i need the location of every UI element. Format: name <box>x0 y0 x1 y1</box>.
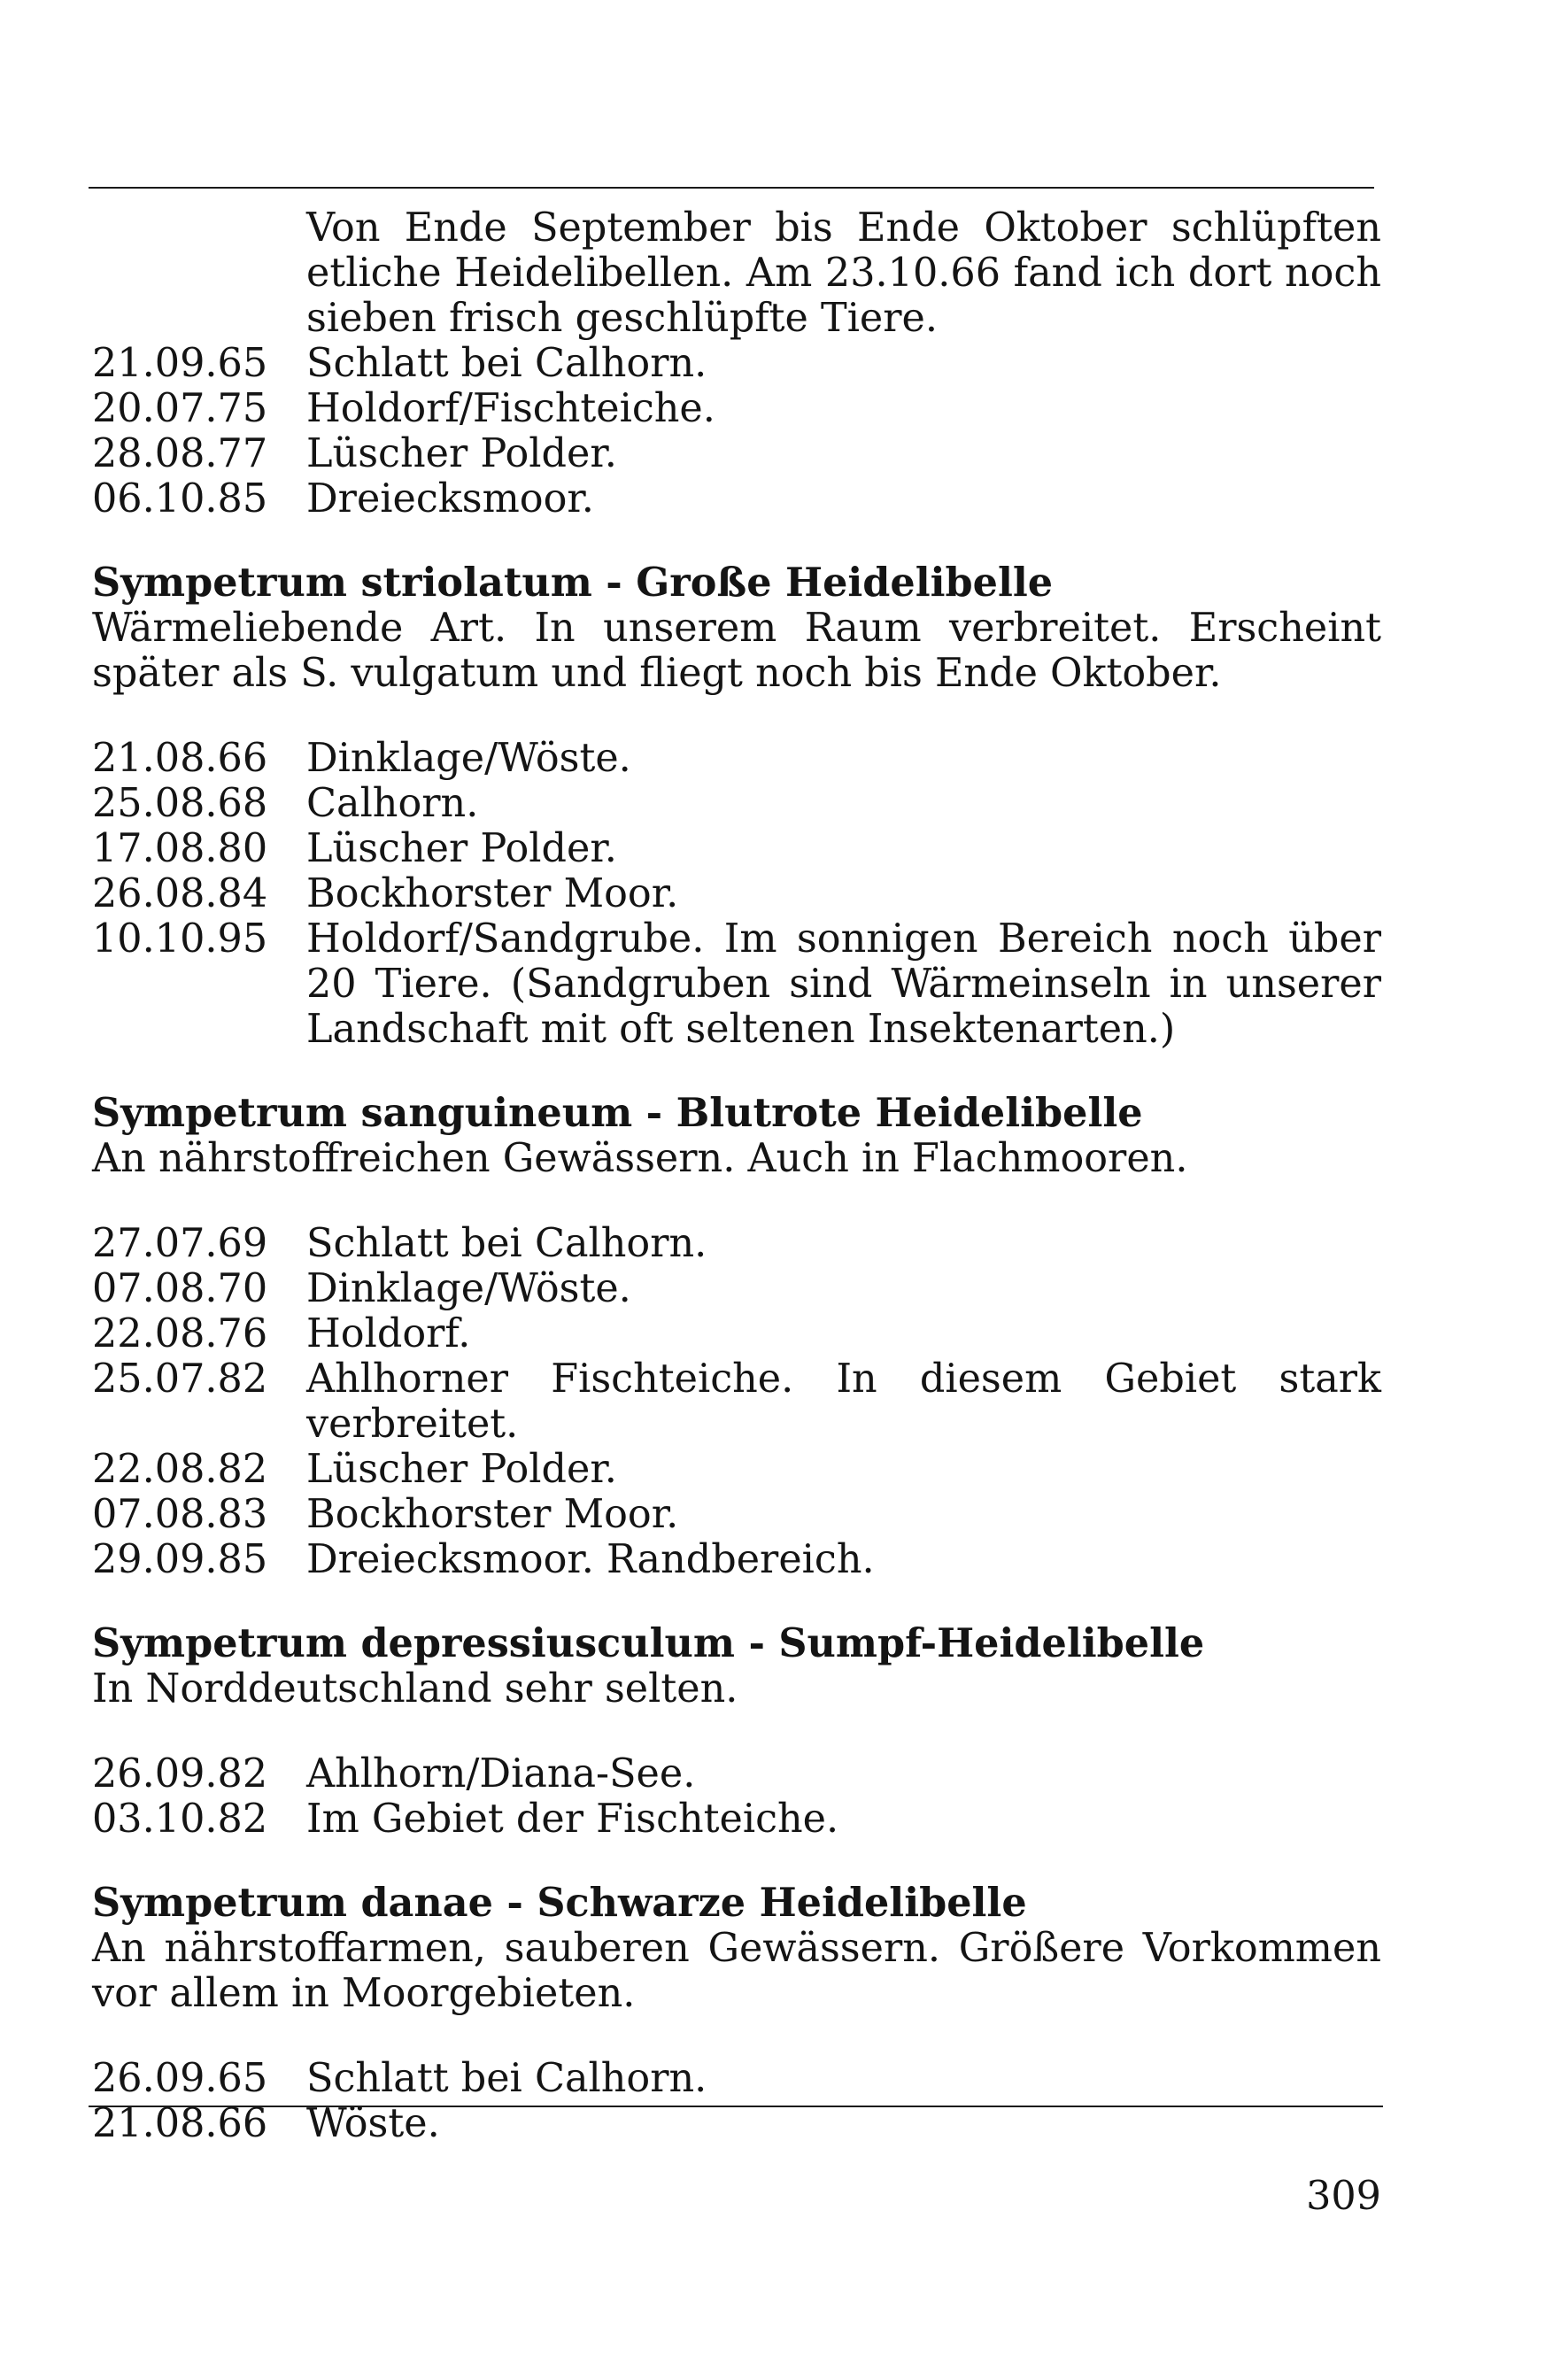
species-section-striolatum <box>92 560 1381 1052</box>
bottom-rule <box>89 2106 1383 2107</box>
record-row <box>92 431 1381 476</box>
record-date: 21.09.65 <box>92 341 268 386</box>
records-list <box>92 736 1381 1052</box>
record-text: Holdorf/Fischteiche. <box>306 386 715 431</box>
record-row <box>92 341 1381 386</box>
record-row <box>92 2101 1381 2146</box>
species-description: An nährstoffreichen Gewässern. Auch in Flachmooren. <box>92 1136 1188 1181</box>
record-row <box>92 916 1381 1052</box>
heading-separator: - <box>591 560 637 606</box>
record-row <box>92 476 1381 522</box>
record-date: 25.07.82 <box>92 1356 268 1402</box>
record-text: Dinklage/Wöste. <box>306 1266 631 1311</box>
record-text: Von Ende September bis Ende Oktober schlüpften etliche Heidelibellen. Am 23.10.66 fand ich dort noch sieben frisch geschlüpfte Tiere. <box>306 205 1381 341</box>
species-common-name: Schwarze Heidelibelle <box>537 1880 1027 1926</box>
species-scientific-name: Sympetrum striolatum <box>92 560 592 606</box>
records-list <box>92 1751 1381 1842</box>
record-row <box>92 871 1381 916</box>
page-number: 309 <box>1306 2174 1381 2219</box>
species-scientific-name: Sympetrum danae <box>92 1880 493 1926</box>
species-common-name: Blutrote Heidelibelle <box>676 1090 1143 1136</box>
species-heading <box>92 1621 1381 1666</box>
record-date: 25.08.68 <box>92 781 268 826</box>
record-row <box>92 1751 1381 1797</box>
page-body <box>92 205 1381 2146</box>
species-heading <box>92 560 1381 606</box>
species-section-depressiusculum <box>92 1621 1381 1842</box>
heading-separator: - <box>632 1090 676 1136</box>
record-row <box>92 1311 1381 1356</box>
record-row <box>92 1266 1381 1311</box>
record-row <box>92 1492 1381 1537</box>
record-text: Dreiecksmoor. Randbereich. <box>306 1537 875 1582</box>
records-list <box>92 2056 1381 2146</box>
record-date: 27.07.69 <box>92 1221 268 1266</box>
species-common-name: Sumpf-Heidelibelle <box>778 1620 1205 1666</box>
record-text: Schlatt bei Calhorn. <box>306 2056 707 2101</box>
species-section-sanguineum <box>92 1091 1381 1582</box>
record-row <box>92 736 1381 781</box>
record-row <box>92 205 1381 341</box>
record-text: Bockhorster Moor. <box>306 871 679 916</box>
species-heading <box>92 1881 1381 1926</box>
record-date: 20.07.75 <box>92 386 268 431</box>
record-text: Ahlhorner Fischteiche. In diesem Gebiet stark verbreitet. <box>306 1356 1381 1447</box>
record-row <box>92 1537 1381 1582</box>
record-text: Im Gebiet der Fischteiche. <box>306 1797 839 1842</box>
record-text: Dreiecksmoor. <box>306 476 594 522</box>
record-text: Bockhorster Moor. <box>306 1492 679 1537</box>
record-date: 26.08.84 <box>92 871 268 916</box>
record-row <box>92 1221 1381 1266</box>
record-date: 17.08.80 <box>92 826 268 871</box>
record-text: Wöste. <box>306 2101 440 2146</box>
record-date: 26.09.65 <box>92 2056 268 2101</box>
record-text: Calhorn. <box>306 781 479 826</box>
continuation-block <box>92 205 1381 522</box>
record-text: Lüscher Polder. <box>306 826 617 871</box>
record-date: 06.10.85 <box>92 476 268 522</box>
heading-separator: - <box>734 1620 779 1666</box>
record-text: Holdorf. <box>306 1311 471 1356</box>
record-date: 03.10.82 <box>92 1797 268 1842</box>
record-text: Lüscher Polder. <box>306 431 617 476</box>
record-text: Dinklage/Wöste. <box>306 736 631 781</box>
heading-separator: - <box>492 1880 537 1926</box>
species-description: In Norddeutschland sehr selten. <box>92 1666 738 1712</box>
record-text: Schlatt bei Calhorn. <box>306 341 707 386</box>
record-row <box>92 1797 1381 1842</box>
species-scientific-name: Sympetrum sanguineum <box>92 1090 633 1136</box>
record-text: Schlatt bei Calhorn. <box>306 1221 707 1266</box>
record-row <box>92 1356 1381 1447</box>
record-date: 21.08.66 <box>92 2101 268 2146</box>
record-row <box>92 386 1381 431</box>
species-common-name: Große Heidelibelle <box>636 560 1054 606</box>
record-date: 29.09.85 <box>92 1537 268 1582</box>
record-date: 22.08.82 <box>92 1447 268 1492</box>
record-date: 26.09.82 <box>92 1751 268 1797</box>
record-date: 22.08.76 <box>92 1311 268 1356</box>
record-text: Ahlhorn/Diana-See. <box>306 1751 696 1797</box>
record-date: 10.10.95 <box>92 916 268 962</box>
records-list <box>92 1221 1381 1582</box>
top-rule <box>89 187 1374 189</box>
record-date: 28.08.77 <box>92 431 268 476</box>
record-row <box>92 826 1381 871</box>
record-text: Lüscher Polder. <box>306 1447 617 1492</box>
species-heading <box>92 1091 1381 1136</box>
record-date: 21.08.66 <box>92 736 268 781</box>
species-description: An nährstoffarmen, sauberen Gewässern. Größere Vorkommen vor allem in Moorgebieten. <box>92 1926 1381 2016</box>
record-row <box>92 2056 1381 2101</box>
species-description: Wärmeliebende Art. In unserem Raum verbreitet. Erscheint später als S. vulgatum und fliegt noch bis Ende Oktober. <box>92 606 1381 696</box>
record-date: 07.08.70 <box>92 1266 268 1311</box>
record-date: 07.08.83 <box>92 1492 268 1537</box>
record-row <box>92 1447 1381 1492</box>
record-row <box>92 781 1381 826</box>
record-text: Holdorf/Sandgrube. Im sonnigen Bereich noch über 20 Tiere. (Sandgruben sind Wärmeinseln in unserer Landschaft mit oft seltenen Insektenarten.) <box>306 916 1381 1052</box>
species-scientific-name: Sympetrum depressiusculum <box>92 1620 735 1666</box>
